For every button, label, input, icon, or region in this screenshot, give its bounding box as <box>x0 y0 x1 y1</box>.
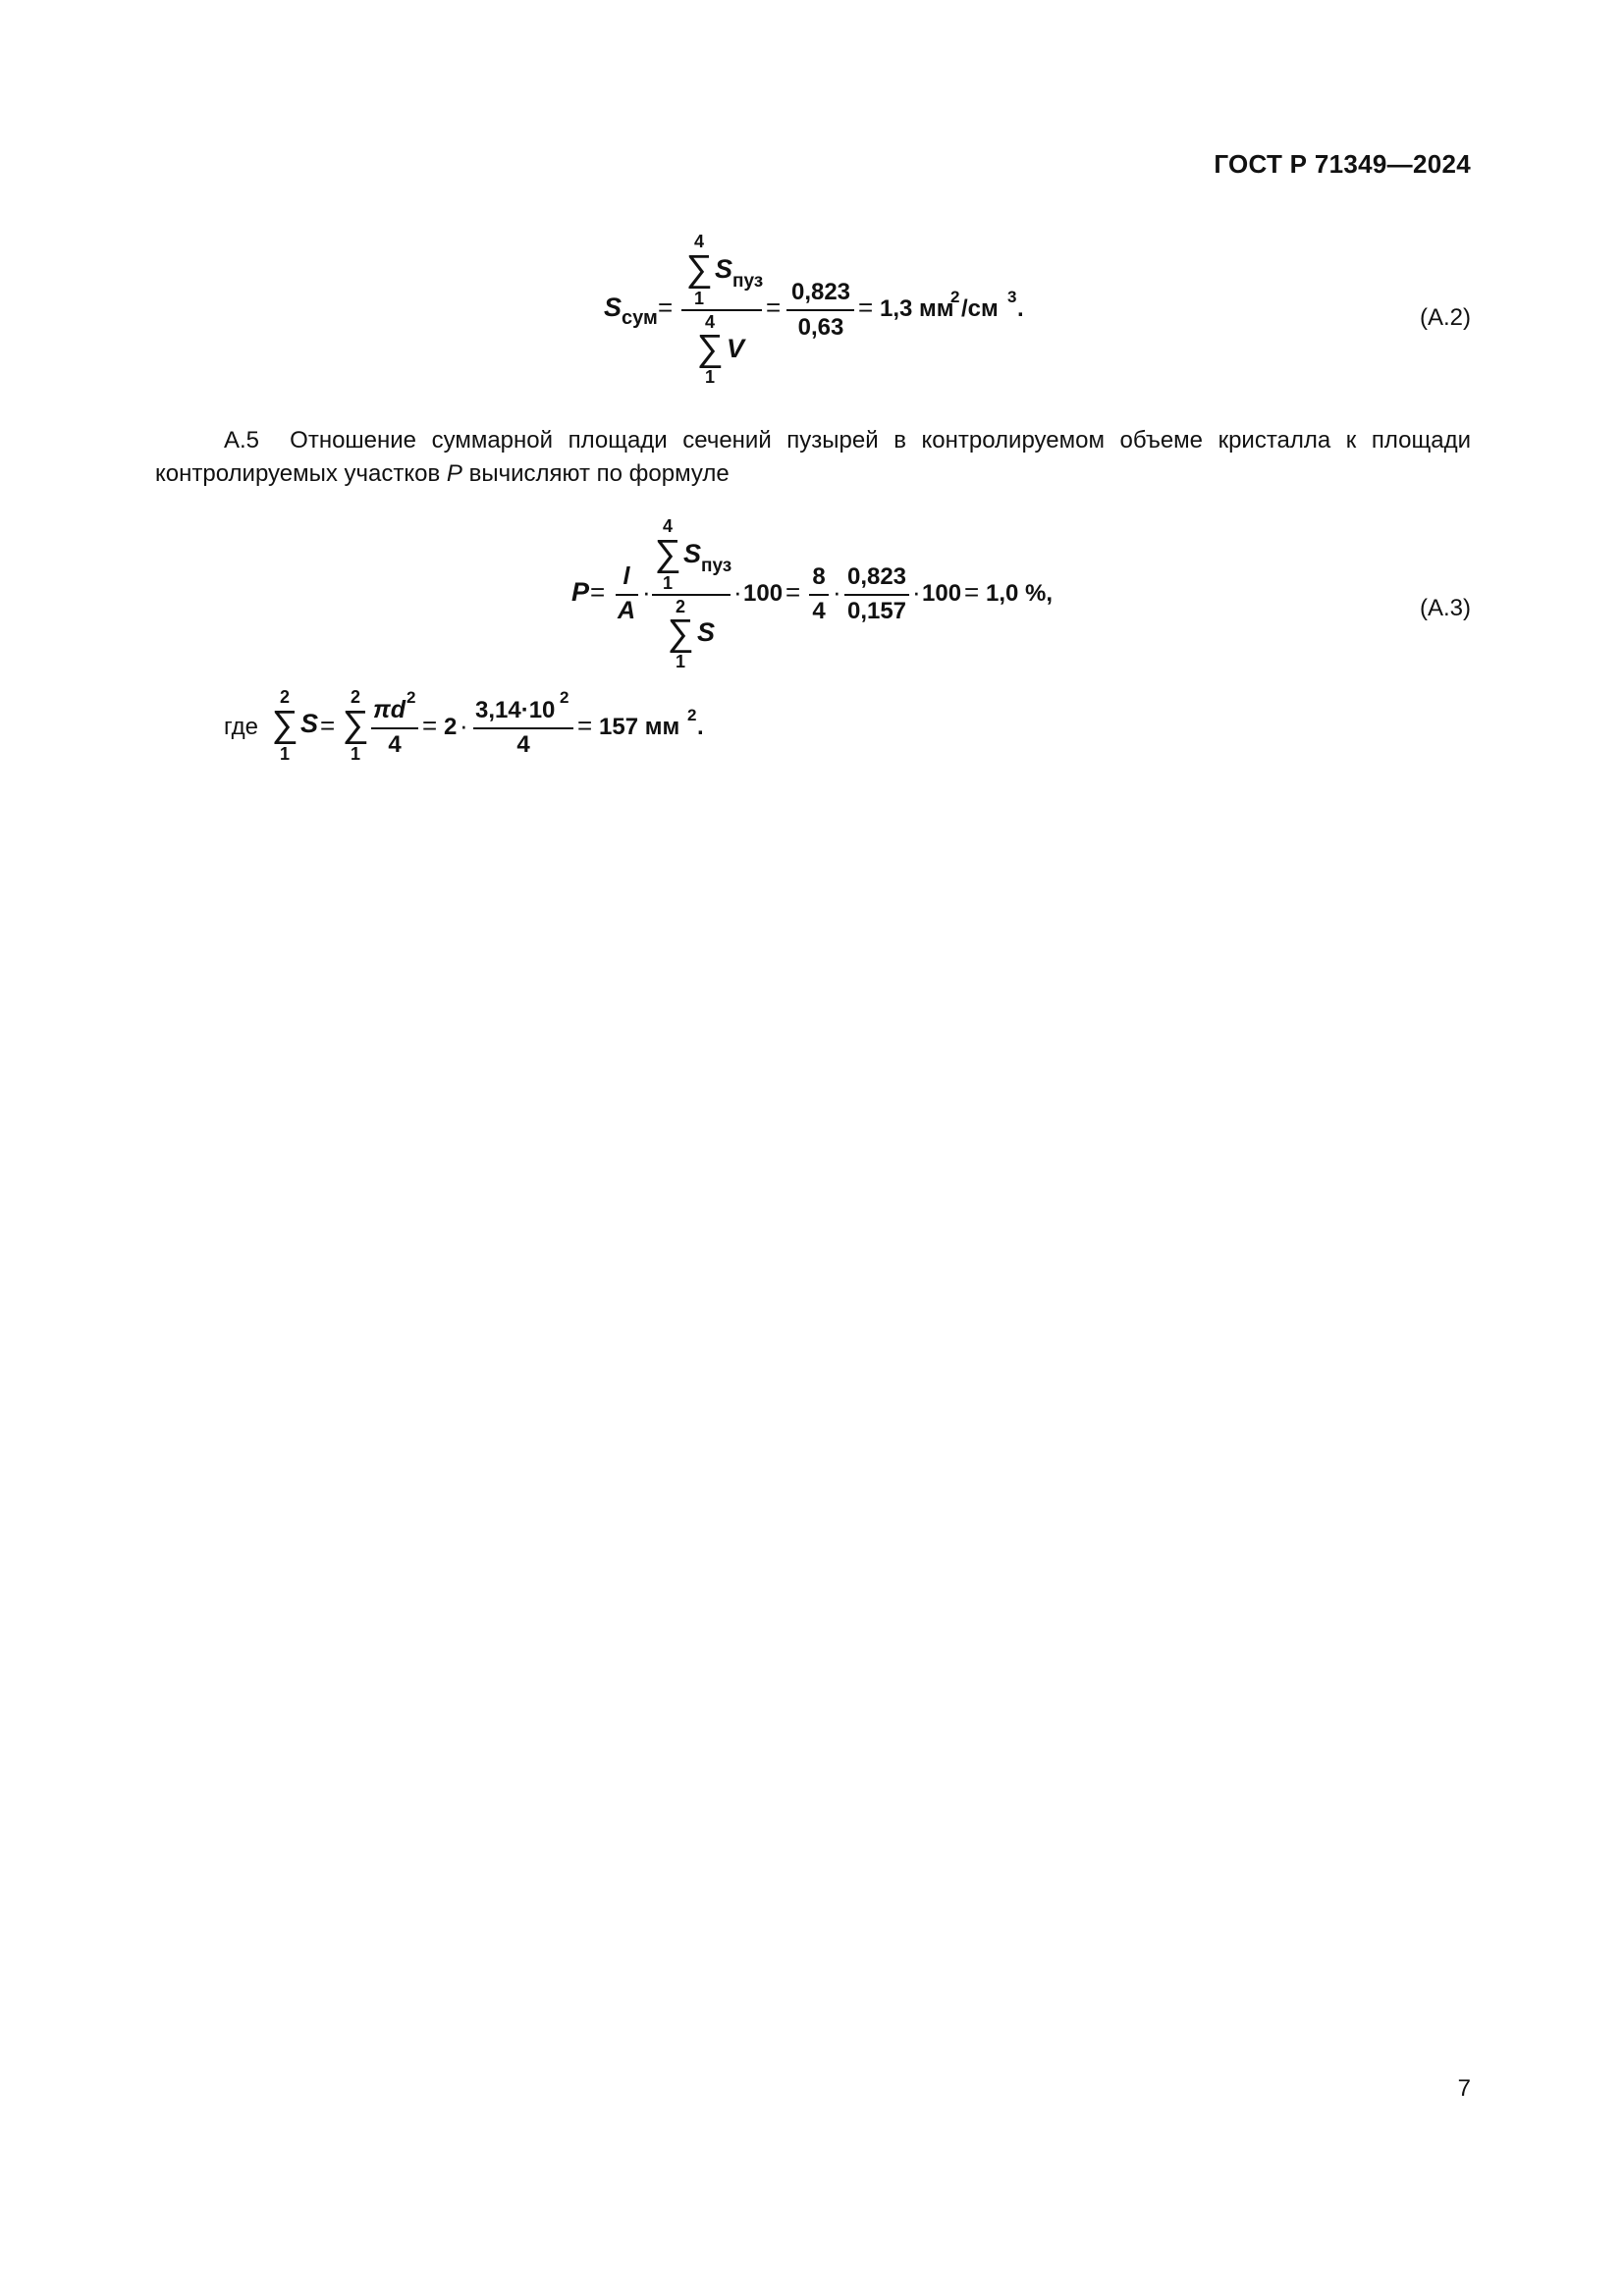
a2-result-mid: /см <box>961 295 999 322</box>
page-number: 7 <box>1457 2075 1471 2102</box>
a3-eq1: = <box>590 577 606 607</box>
a2-lhs-subscript: сум <box>622 307 658 329</box>
where-result: 157 мм <box>599 714 680 740</box>
a3-frac1-denominator: A <box>617 597 636 624</box>
a2-eq3: = <box>858 293 874 322</box>
a2-result-exp1: 2 <box>950 288 960 306</box>
a2-den-sum-lower: 1 <box>704 367 716 387</box>
a2-den-sum-upper: 4 <box>704 312 716 332</box>
a3-value-frac2-denominator: 0,157 <box>846 598 907 624</box>
a2-result-exp2: 3 <box>1007 288 1017 306</box>
where-coef: 2 <box>444 714 458 740</box>
a2-eq: = <box>658 293 674 322</box>
a2-eq2: = <box>766 293 782 322</box>
a3-dot2: · <box>733 577 742 607</box>
a3-den-sum-upper: 2 <box>675 597 686 616</box>
a3-den-term: S <box>697 617 716 647</box>
where-result-end: . <box>697 714 704 740</box>
paragraph-number: А.5 <box>224 427 260 454</box>
where-sum1-sigma: ∑ <box>271 704 298 745</box>
a2-num-subscript: пуз <box>732 271 764 292</box>
where-frac1-numerator: πd <box>373 696 406 723</box>
a3-lhs: P <box>571 577 590 607</box>
a3-dot1: · <box>642 577 651 607</box>
where-sum2-sigma: ∑ <box>342 704 369 745</box>
where-eq1: = <box>320 711 336 740</box>
a2-lhs: S <box>604 293 623 322</box>
a3-den-sigma: ∑ <box>667 613 694 654</box>
paragraph-text-before: Отношение суммарной площади сечений пузырей в контролируемом объеме кристалла к площади контролируемых участков <box>155 427 1471 487</box>
a2-den-sigma: ∑ <box>696 328 724 369</box>
formula-where <box>0 0 1624 785</box>
where-label: где <box>224 714 259 740</box>
where-frac1-exp: 2 <box>406 688 416 707</box>
where-result-exp: 2 <box>687 706 697 724</box>
where-frac2-numerator: 3,14·10 <box>475 697 556 723</box>
a3-eq3: = <box>964 577 980 607</box>
where-frac1-denominator: 4 <box>388 731 402 758</box>
a3-num-sum-lower: 1 <box>662 573 674 593</box>
formula-a3-number: (А.3) <box>1419 595 1471 621</box>
a3-num-subscript: пуз <box>701 556 732 576</box>
where-eq3: = <box>577 711 593 740</box>
a3-dot4: · <box>912 577 921 607</box>
where-frac2-exp: 2 <box>560 688 569 707</box>
a2-value-denominator: 0,63 <box>797 314 844 341</box>
a2-value-numerator: 0,823 <box>790 279 851 305</box>
a3-dot3: · <box>833 577 841 607</box>
a3-num-sum-upper: 4 <box>662 516 674 536</box>
a3-value-frac2-numerator: 0,823 <box>846 563 907 590</box>
where-term: S <box>300 709 319 738</box>
where-frac2-denominator: 4 <box>516 731 530 758</box>
a2-num-sigma: ∑ <box>685 248 713 290</box>
paragraph-symbol: P <box>446 460 462 487</box>
a3-factor: 100 <box>743 580 784 607</box>
a3-value-frac1-numerator: 8 <box>812 563 826 590</box>
a3-factor2: 100 <box>922 580 962 607</box>
a2-result: 1,3 мм <box>880 295 954 322</box>
a3-den-sum-lower: 1 <box>675 652 686 671</box>
a2-num-term: S <box>715 254 733 284</box>
a2-num-sum-upper: 4 <box>693 232 705 251</box>
a2-den-term: V <box>727 334 745 363</box>
a3-frac1-numerator: l <box>623 562 630 590</box>
where-sum1-lower: 1 <box>279 744 291 764</box>
a3-num-term: S <box>683 539 702 568</box>
a3-eq2: = <box>785 577 801 607</box>
paragraph-text-after: вычисляют по формуле <box>468 460 730 487</box>
a3-value-frac1-denominator: 4 <box>812 598 826 624</box>
where-sum2-upper: 2 <box>350 687 361 707</box>
where-sum1-upper: 2 <box>279 687 291 707</box>
where-sum2-lower: 1 <box>350 744 361 764</box>
a2-result-end: . <box>1017 295 1024 322</box>
a2-num-sum-lower: 1 <box>693 289 705 308</box>
a3-result: 1,0 %, <box>986 580 1054 607</box>
where-dot: · <box>460 711 468 740</box>
document-header: ГОСТ Р 71349—2024 <box>1214 149 1471 179</box>
formula-a2-number: (А.2) <box>1419 304 1471 331</box>
where-eq2: = <box>422 711 438 740</box>
a3-num-sigma: ∑ <box>654 533 681 574</box>
